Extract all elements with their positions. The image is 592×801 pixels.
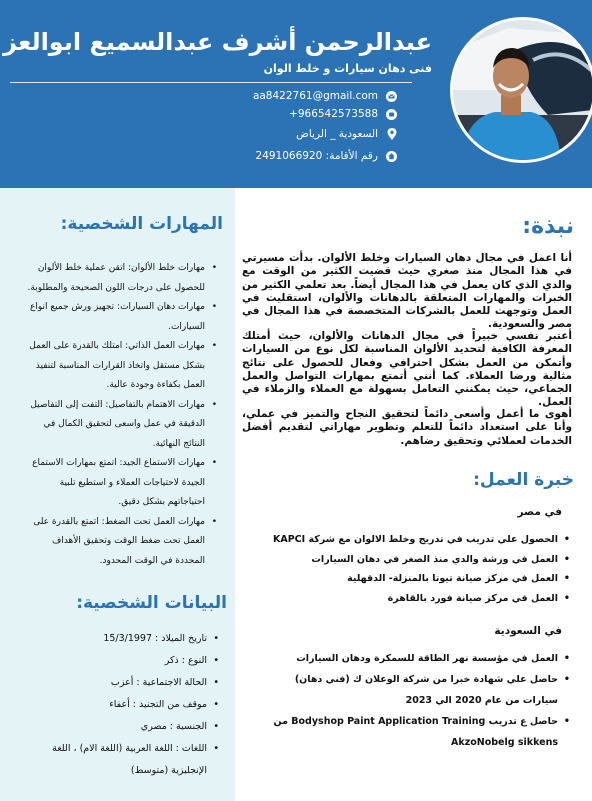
personal-title: البيانات الشخصية: [76,593,227,613]
list-item: • العمل في مركز صيانة تيوتا بالمنزلة- الدقهلية [260,569,570,589]
person-name: عبدالرحمن أشرف عبدالسميع ابوالعز [3,28,432,56]
egypt-list [260,530,570,608]
list-item: • الحالة الاجتماعية : أعزب [19,672,219,694]
list-item: • الحصول علي تدريب في تدريج وخلط الالوان مع شركة KAPCI [260,530,570,550]
skills-title: المهارات الشخصية: [60,214,223,234]
about-paragraph-1: أنا اعمل في مجال دهان السيارات وخلط الألوان. بدأت مسيرتي في هذا المجال منذ صغري حيث قضيت الكثير من الوقت مع والدي الذي كان يعمل في هذا المجال أيضاً. بعد تعلمي الكثير من الخبرات والمهارات المتعلقة بالدهانات والألوان، استقليت في العمل وتوجهت للعمل بالشركات المتخصصة في هذا المجال في مصر والسعودية. [242,252,572,331]
residence-contact [256,150,397,162]
about-paragraph-2: أعتبر نفسي خبيراً في مجال الدهانات والألوان، حيث أمتلك المعرفة الكافية لتحديد الألوان المناسبة لكل نوع من السيارات وأتمكن من العمل بشكل احترافي وفعال للحصول على نتائج مثالية ورضا العملاء. كما أنني أتمتع بمهارات التواصل والعمل الجماعي، حيث يمكنني التعامل بسهولة مع العملاء والزملاء في العمل. [242,330,572,409]
list-item: • العمل في ورشة والدي منذ الصغر في دهان السيارات [260,550,570,570]
list-item: • العمل في مركز صيانة فورد بالقاهرة [260,589,570,609]
egypt-heading: في مصر [517,506,562,518]
header-banner [0,0,592,188]
phone-text: +966542573588 [289,108,378,120]
phone-icon [386,109,397,120]
email-text: aa8422761@gmail.com [252,90,378,102]
residence-text: رقم الأقامة: 2491066920 [255,150,378,162]
email-icon [386,91,397,102]
list-item: • حاصل ع تدريب Bodyshop Paint Application Training من AkzoNobelg sikkens [260,711,570,753]
phone-contact[interactable] [289,108,397,120]
job-title: فنى دهان سيارات و خلط الوان [263,62,432,75]
list-item: • حاصل علي شهادة خبرا من شركة الوعلان ك (فني دهان) سيارات من عام 2020 الي 2023 [260,669,570,711]
list-item: • العمل في مؤسسة نهر الطاقة للسمكرة ودهان السيارات [260,648,570,669]
saudi-list [260,648,570,753]
location-text: السعودية _ الرياض [296,128,378,140]
list-item: • مهارات خلط الألوان: اتقن عملية خلط الألوان للحصول على درجات اللون الصحيحة والمطلوبة. [22,259,217,298]
list-item: • مهارات دهان السيارات: تجهيز ورش جميع انواع السيارات. [22,298,217,337]
list-item: • مهارات الاهتمام بالتفاصيل: التفت إلى التفاصيل الدقيقة في عمل واسعى لتحقيق الكمال في النتائج النهائية. [22,396,217,455]
list-item: • اللغات : اللغة العربية (اللغة الام) ، اللغة الإنجليزية (متوسط) [19,738,219,782]
email-contact[interactable] [253,90,397,102]
list-item: • مهارات الاستماع الجيد: اتمتع بمهارات الاستماع الجيدة لاحتياجات العملاء و استطيع تلبية احتياجاتهم بشكل دقيق. [22,454,217,513]
list-item: • النوع : ذكر [19,650,219,672]
list-item: • مهارات العمل الذاتي: امتلك بالقدرة على العمل بشكل مستقل واتخاذ القرارات المناسبة لتنفيذ العمل بكفاءة وجودة عالية. [22,337,217,396]
about-title: نبذة: [522,214,574,239]
location-icon [386,129,397,140]
header-divider [10,82,412,83]
list-item: • تاريخ الميلاد : 15/3/1997 [19,628,219,650]
personal-list [19,628,219,782]
profile-photo [450,17,592,163]
list-item: • مهارات العمل تحت الضغط: اتمتع بالقدرة على العمل تحت ضغط الوقت وتحقيق الأهداف المحددة في الوقت المحدود. [22,513,217,572]
experience-title: خبرة العمل: [473,470,574,490]
about-paragraph-3: أهوى ما أعمل وأسعى دائماً لتحقيق النجاح والتميز في عملي، وأنا على استعداد دائماً للتعلم وتطوير مهاراتي لتقديم أفضل الخدمات لعملائي وتحقيق رضاهم. [242,408,572,447]
saudi-heading: في السعودية [494,625,562,637]
list-item: • موقف من التجنيد : أعفاء [19,694,219,716]
skills-list [22,259,217,571]
location-contact [296,128,397,140]
home-icon [386,151,397,162]
list-item: • الجنسية : مصري [19,716,219,738]
